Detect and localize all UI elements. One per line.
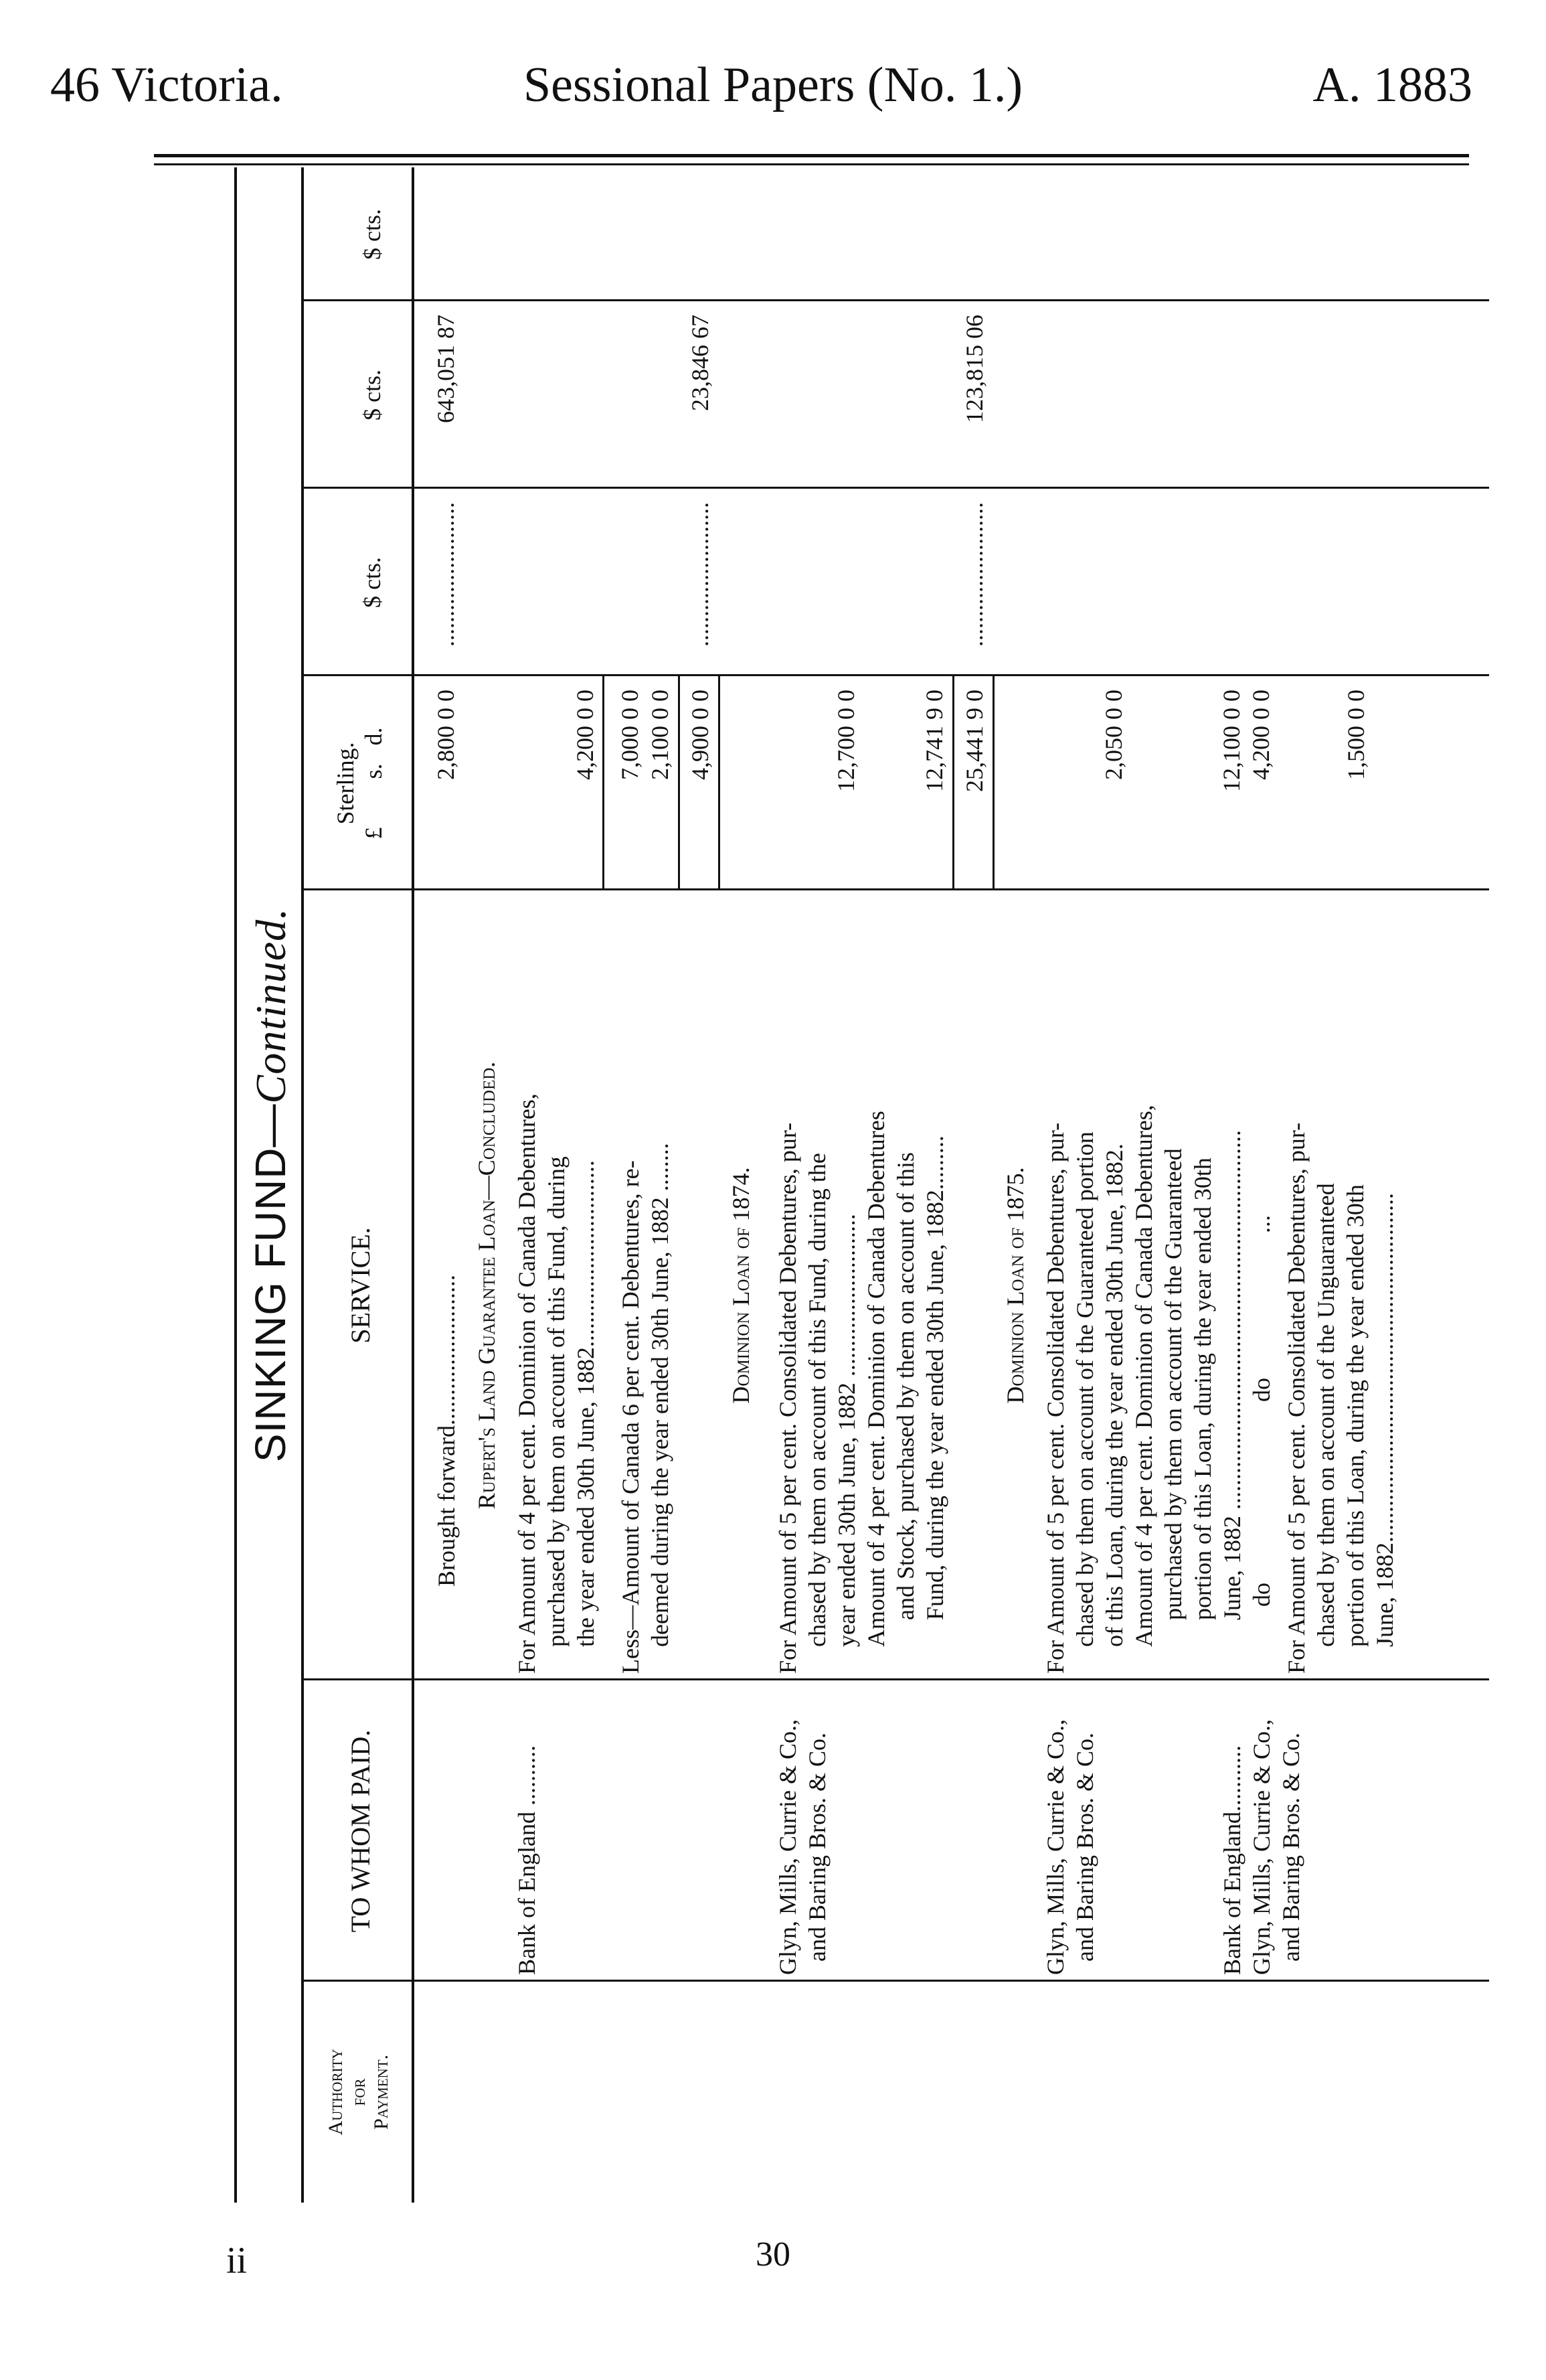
section-heading-dominion-1874: Dominion Loan of 1874.: [727, 1167, 754, 1404]
subtotal-2-dollars: 123,815 06: [961, 315, 988, 423]
sum-rule: [718, 676, 720, 890]
service-header: SERVICE.: [345, 1227, 375, 1344]
col-divider: [301, 1980, 1489, 1982]
frame-left-rule: [234, 167, 237, 2203]
frame-rule: [301, 167, 304, 2203]
section-heading-ruperts-land: Rupert's Land Guarantee Loan—Concluded.: [473, 1061, 500, 1510]
col-divider: [301, 299, 1489, 301]
page-roman-numeral: ii: [226, 2240, 248, 2282]
rotated-table: [231, 167, 1489, 2203]
sterling-1875-unguaranteed: 1,500 0 0: [1343, 690, 1369, 780]
brought-forward-total: 643,051 87: [432, 315, 459, 423]
sterling-less-a: 7,000 0 0: [616, 690, 643, 780]
service-rupert-4pc: For Amount of 4 per cent. Dominion of Canada Debentures, purchased by them on account of this Fund, during the year ended 30th June, 1882...............................: [513, 1093, 599, 1674]
sterling-less-b: 2,100 0 0: [647, 690, 673, 780]
service-1875-5pc: For Amount of 5 per cent. Consolidated Debentures, pur- chased by them on account of the Guaranteed portion of this Loan, during the year ended 30th June, 1882.: [1042, 1122, 1128, 1674]
section-heading-dominion-1875: Dominion Loan of 1875.: [1002, 1167, 1029, 1404]
sterling-1874-5pc: 12,700 0 0: [833, 690, 859, 792]
payee-bank-of-england: Bank of England ..........: [513, 1745, 540, 1975]
subtotal-1-dots: ........................: [687, 502, 713, 647]
cts-header-3: $ cts.: [359, 209, 385, 260]
sterling-rupert-4pc: 4,200 0 0: [572, 690, 598, 780]
header-rule: [154, 154, 1469, 157]
cts-header-1: $ cts.: [359, 557, 385, 608]
sterling-1875-5pc: 2,050 0 0: [1100, 690, 1127, 780]
brought-forward-dots: ........................: [432, 502, 459, 647]
table-title: SINKING FUND—Continued.: [246, 907, 294, 1463]
page-number: 30: [756, 2235, 790, 2274]
sterling-subtotal-1: 4,900 0 0: [687, 690, 713, 780]
service-1875-unguaranteed: For Amount of 5 per cent. Consolidated Debentures, pur- chased by them on account of the Unguaranteed portion of this Loan, during the year ended 30th June, 1882..........................................................: [1283, 1122, 1398, 1674]
cts-header-2: $ cts.: [359, 370, 385, 420]
sterling-header: Sterling. £ s. d.: [332, 727, 387, 840]
col-divider: [301, 674, 1489, 676]
service-1874-4pc: Amount of 4 per cent. Dominion of Canada Debentures and Stock, purchased by them on account of this Fund, during the year ended 30th June, 1882.........: [863, 1111, 948, 1647]
sterling-1875-4pc-b: 4,200 0 0: [1248, 690, 1274, 780]
header-year: A. 1883: [1312, 58, 1472, 112]
service-1875-4pc: Amount of 4 per cent. Dominion of Canada Debentures, purchased by them on account of the Guaranteed portion of this Loan, during the year ended 30th June, 1882 ............................................................... do do ...: [1130, 1105, 1275, 1647]
brought-forward-sterling: 2,800 0 0: [432, 690, 459, 780]
subtotal-1-dollars: 23,846 67: [687, 315, 713, 411]
payee-glyn-mills-1874: Glyn, Mills, Currie & Co., and Baring Bros. & Co.: [774, 1719, 831, 1975]
sum-rule: [993, 676, 995, 890]
sterling-1875-4pc-a: 12,100 0 0: [1218, 690, 1245, 792]
header-title: Sessional Papers (No. 1.): [523, 58, 1023, 112]
subtotal-2-dots: ........................: [961, 502, 988, 647]
sterling-subtotal-2: 25,441 9 0: [961, 690, 988, 792]
col-divider: [301, 487, 1489, 489]
sterling-1874-4pc: 12,741 9 0: [921, 690, 948, 792]
column-head-rule: [412, 167, 414, 2203]
sum-rule: [678, 676, 680, 890]
authority-header: Authority for Payment.: [325, 2049, 392, 2136]
to-whom-header: TO WHOM PAID.: [345, 1729, 375, 1933]
payee-glyn-mills-1875: Glyn, Mills, Currie & Co., and Baring Bros. & Co.: [1042, 1719, 1098, 1975]
payee-bank-of-england-2: Bank of England...........: [1219, 1745, 1246, 1975]
brought-forward-label: Brought forward.........................: [433, 1275, 460, 1587]
service-less-redeemed: Less—Amount of Canada 6 per cent. Debentures, re- deemed during the year ended 30th June, 1882 ........: [617, 1143, 673, 1674]
header-rule-thin: [154, 163, 1469, 165]
payee-glyn-mills-1875-b: Glyn, Mills, Currie & Co., and Baring Bros. & Co.: [1248, 1719, 1304, 1975]
sum-rule: [602, 676, 604, 890]
service-1874-5pc: For Amount of 5 per cent. Consolidated Debentures, pur- chased by them on account of this Fund, during the year ended 30th June, 1882 ...........................: [774, 1122, 860, 1674]
header-session: 46 Victoria.: [50, 58, 283, 112]
sum-rule: [952, 676, 954, 890]
